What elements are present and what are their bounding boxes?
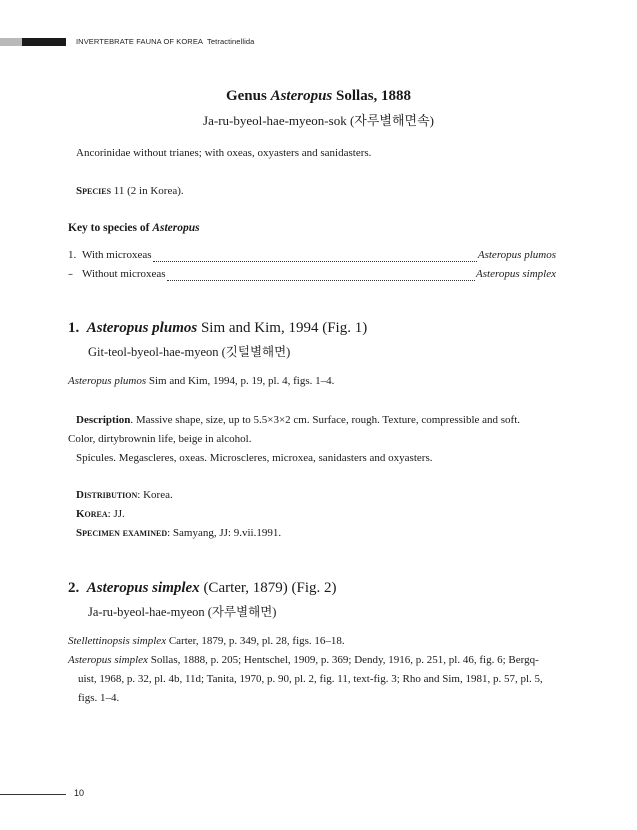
description-label: Description [76, 414, 131, 426]
key-marker: 1. [68, 249, 77, 261]
species-1-description-cont: Color, dirtybrownin life, beige in alcohol. [68, 433, 252, 445]
running-title: INVERTEBRATE FAUNA OF KOREA [76, 37, 204, 46]
species-2-synonym-2-end: figs. 1–4. [78, 692, 120, 704]
species-2-name: Asteropus simplex [86, 580, 200, 596]
running-subtitle: Tetractinellida [207, 37, 255, 46]
key-text: With microxeas [82, 249, 152, 261]
key-leader-dots [153, 260, 477, 262]
genus-diagnosis: Ancorinidae without trianes; with oxeas, oxyasters and sanidasters. [76, 147, 372, 159]
species-1-name: Asteropus plumos [86, 320, 198, 336]
species-2-korean-name: Ja-ru-byeol-hae-myeon (자루별해면) [88, 605, 277, 619]
key-marker: – [68, 269, 73, 280]
species-1-specimen: Specimen examined: Samyang, JJ: 9.vii.1991. [76, 527, 282, 539]
key-answer: Asteropus plumos [477, 249, 556, 261]
header-bar-grey [0, 38, 22, 46]
species-1-title: 1. Asteropus plumos Sim and Kim, 1994 (Fig. 1) [68, 320, 368, 336]
key-answer: Asteropus simplex [476, 268, 556, 280]
genus-korean-name: Ja-ru-byeol-hae-myeon-sok (자루별해면속) [203, 113, 434, 128]
genus-title: Genus Asteropus Sollas, 1888 [225, 88, 412, 104]
header-bar-black [22, 38, 66, 46]
species-2-synonym-2: Asteropus simplex Sollas, 1888, p. 205; Hentschel, 1909, p. 369; Dendy, 1916, p. 251, pl. 46, fig. 6; Bergq- [68, 654, 539, 666]
genus-species-count: Species 11 (2 in Korea). [76, 185, 184, 197]
key-leader-dots [167, 279, 475, 281]
key-row [68, 249, 556, 265]
key-text: Without microxeas [82, 268, 166, 280]
species-2-synonym-2-cont: uist, 1968, p. 32, pl. 4b, 11d; Tanita, 1970, p. 90, pl. 2, fig. 11, text-fig. 3; Rho and Sim, 1981, p. 57, pl. 5, [78, 673, 543, 685]
species-1-korea: Korea: JJ. [76, 508, 125, 520]
species-1-spicules: Spicules. Megascleres, oxeas. Microscleres, microxea, sanidasters and oxyasters. [76, 452, 433, 464]
page-number: 10 [74, 788, 85, 798]
key-row [68, 268, 556, 284]
species-1-citation: Asteropus plumos Sim and Kim, 1994, p. 19, pl. 4, figs. 1–4. [68, 375, 335, 387]
species-1-korean-name: Git-teol-byeol-hae-myeon (깃털별해면) [88, 345, 291, 359]
species-1-description: Description. Massive shape, size, up to 5.5×3×2 cm. Surface, rough. Texture, compressible and soft. [76, 414, 521, 426]
genus-name: Asteropus [270, 88, 333, 104]
species-2-synonym-1: Stellettinopsis simplex Carter, 1879, p. 349, pl. 28, figs. 16–18. [68, 635, 345, 647]
footer-rule [0, 794, 66, 795]
species-1-distribution: Distribution: Korea. [76, 489, 173, 501]
species-2-title: 2. Asteropus simplex (Carter, 1879) (Fig. 2) [68, 580, 337, 596]
species-label: Species [76, 185, 112, 197]
key-title: Key to species of Asteropus [68, 222, 200, 234]
running-header [76, 37, 254, 46]
